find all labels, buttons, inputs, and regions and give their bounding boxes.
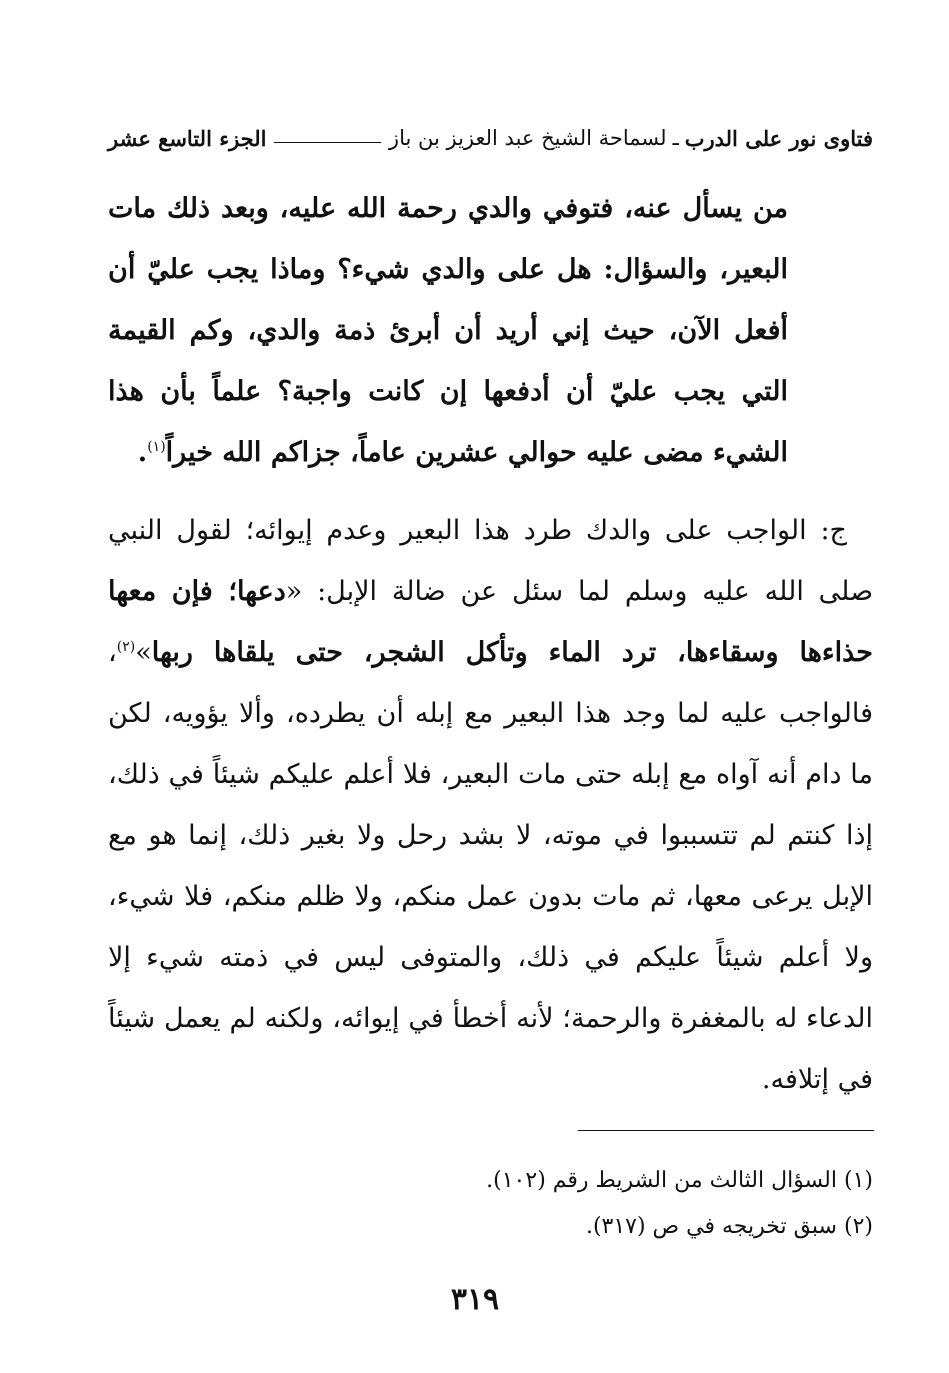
answer-part-2: ، فالواجب عليه لما وجد هذا البعير مع إبله أن يطرده، وألا يؤويه، لكن ما دام أنه آواه مع إبله حتى مات البعير، فلا أعلم عليكم شيئاً في ذلك، إذا كنتم لم تتسببوا في موته، لا بشد رحل ولا بغير ذلك، إنما هو مع الإبل يرعى معها، ثم مات بدون عمل منكم، ولا ظلم منكم، فلا شيء، ولا أعلم شيئاً عليكم في ذلك، والمتوفى ليس في ذمته شيء إلا الدعاء له بالمغفرة والرحمة؛ لأنه أخطأ في إيوائه، ولكنه لم يعمل شيئاً في إتلافه. bbox=[108, 637, 873, 1095]
header-book-title: فتاوى نور على الدرب bbox=[684, 125, 873, 151]
quote-close: » bbox=[135, 637, 152, 668]
footnote-1: (١) السؤال الثالث من الشريط رقم (١٠٢). bbox=[486, 1168, 873, 1193]
question-end: . bbox=[137, 437, 148, 468]
question-block bbox=[108, 178, 788, 483]
footnote-2: (٢) سبق تخريجه في ص (٣١٧). bbox=[585, 1214, 873, 1239]
header-dash: ـ bbox=[672, 126, 679, 150]
header-rule bbox=[274, 142, 380, 143]
hadith-quote: دعها؛ فإن معها حذاءها وسقاءها، ترد الماء وتأكل الشجر، حتى يلقاها ربها bbox=[108, 576, 873, 668]
footnotes bbox=[108, 1158, 873, 1250]
footnote-ref-1: (١) bbox=[147, 439, 166, 455]
footnote-separator bbox=[578, 1130, 874, 1131]
answer-block bbox=[108, 500, 873, 1110]
question-paragraph bbox=[108, 178, 788, 483]
footnote-ref-2: (٢) bbox=[116, 639, 136, 655]
header-author: لسماحة الشيخ عبد العزيز بن باز bbox=[388, 126, 667, 150]
page-number: ٣١٩ bbox=[450, 1282, 500, 1317]
header-part: الجزء التاسع عشر bbox=[108, 125, 267, 151]
answer-part-1: ج: الواجب على والدك طرد هذا البعير وعدم إيوائه؛ لقول النبي صلى الله عليه وسلم لما سئل عن ضالة الإبل: « bbox=[108, 515, 873, 607]
running-header bbox=[108, 118, 873, 158]
question-text: من يسأل عنه، فتوفي والدي رحمة الله عليه، وبعد ذلك مات البعير، والسؤال: هل على والدي شيء؟ وماذا يجب عليّ أن أفعل الآن، حيث إني أريد أن أبرئ ذمة والدي، وكم القيمة التي يجب عليّ أن أدفعها إن كانت واجبة؟ علماً بأن هذا الشيء مضى عليه حوالي عشرين عاماً، جزاكم الله خيراً bbox=[108, 193, 788, 468]
answer-paragraph bbox=[108, 500, 873, 1110]
